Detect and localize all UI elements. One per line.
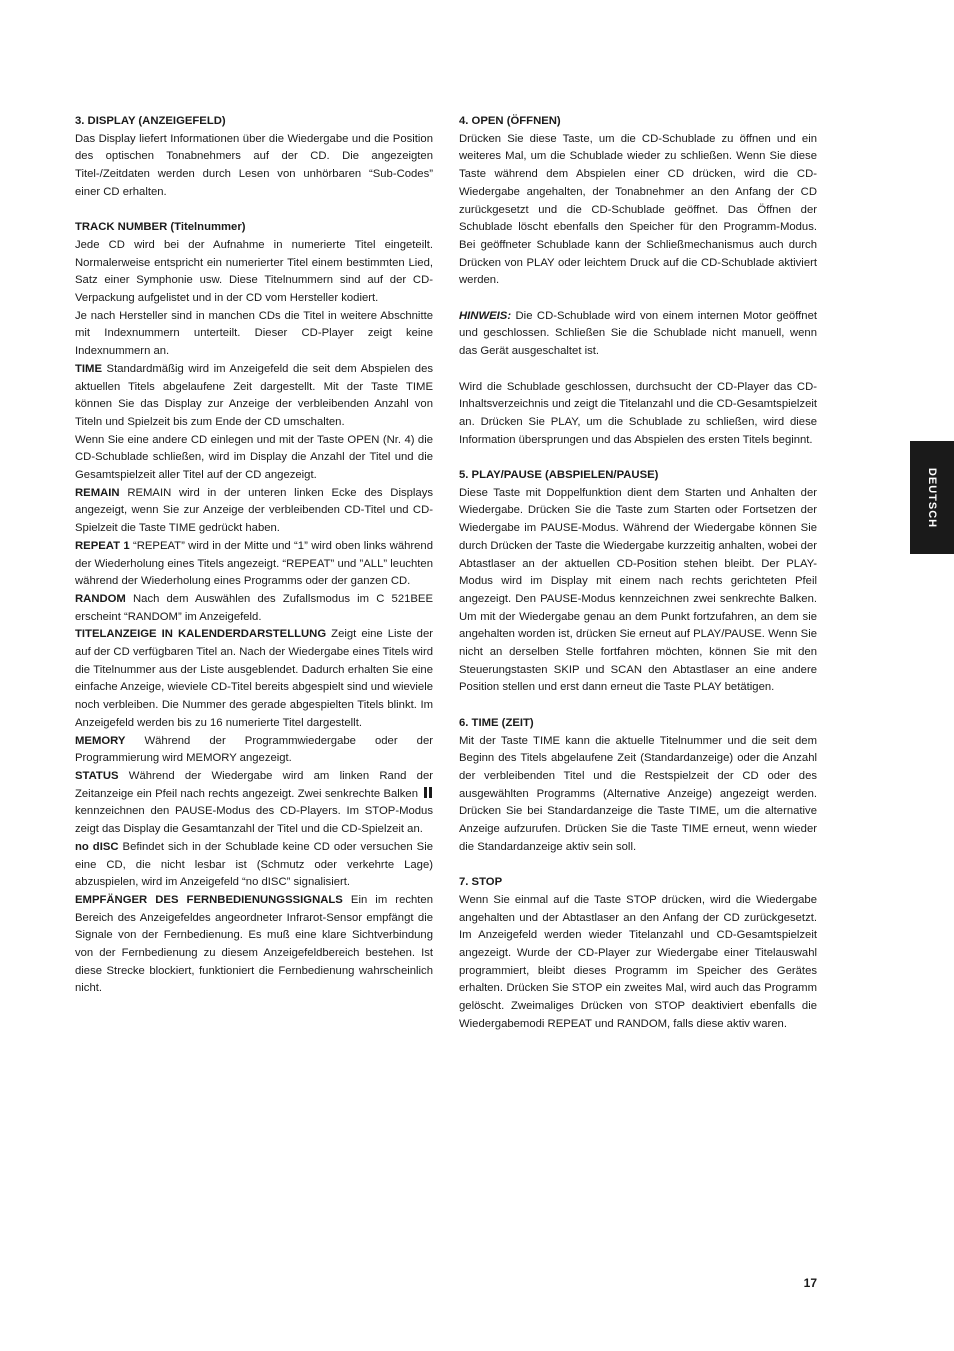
section-4-heading: 4. OPEN (ÖFFNEN) — [459, 115, 561, 127]
memory-paragraph — [75, 733, 433, 768]
nodisc-term: no dISC — [75, 840, 119, 853]
page-number: 17 — [803, 1276, 817, 1290]
section-7-heading: 7. STOP — [459, 876, 503, 889]
track-number-heading: TRACK NUMBER (Titelnummer) — [75, 221, 246, 234]
remain-text: REMAIN wird in der unteren linken Ecke des Displays angezeigt, wenn Sie zur Anzeige der verbleibenden CD-Titel und CD-Spielzeit die Taste TIME gedrückt haben. — [75, 486, 433, 535]
nodisc-text: Befindet sich in der Schublade keine CD oder versuchen Sie eine CD, die nicht lesbar ist (Schmutz oder verkehrte Lage) abzuspielen, wird im Anzeigefeld “no dISC” signalisiert. — [75, 840, 433, 889]
memory-text: Während der Programmwiedergabe oder der Programmierung wird MEMORY angezeigt. — [75, 734, 433, 765]
open-cd-paragraph: Wenn Sie eine andere CD einlegen und mit der Taste OPEN (Nr. 4) die CD-Schublade schließen, wird im Display die Anzahl der Titel und die Gesamtspielzeit aller Titel auf der CD angezeigt. — [75, 433, 433, 482]
hinweis-paragraph — [459, 308, 817, 361]
pause-icon — [424, 787, 433, 798]
titelanzeige-paragraph — [75, 626, 433, 732]
section-6-text: Mit der Taste TIME kann die aktuelle Titelnummer und die seit dem Beginn des Titels abgelaufene Zeit (Standardanzeige) oder die Anzahl der verbleibenden Titel und die Restspielzeit der CD oder des ausgewählten Programms (Alternative Anzeige) angezeigt werden. Drücken Sie bei Standardanzeige die Taste TIME, um die alternative Anzeige aufzurufen. Drücken Sie die Taste TIME erneut, wenn wieder die Standardanzeige aktiv sein soll. — [459, 734, 817, 853]
section-6-heading: 6. TIME (ZEIT) — [459, 716, 534, 729]
track-number-text-1: Jede CD wird bei der Aufnahme in numerierte Titel eingeteilt. Normalerweise entspricht ein numerierter Titel einem bestimmten Lied, Satz einer Symphonie usw. Diese Titelnummern sind auf der CD-Verpackung aufgelistet und in der CD vom Hersteller kodiert. — [75, 238, 433, 305]
repeat-term: REPEAT 1 — [75, 539, 130, 552]
language-tab-label: DEUTSCH — [926, 467, 938, 528]
time-text: Standardmäßig wird im Anzeigefeld die seit dem Abspielen des aktuellen Titels abgelaufene Zeit dargestellt. Mit der Taste TIME können Sie das Display zur Anzeige der verbleibenden Anzahl von Titeln und Spielzeit bis zum Ende der CD umschalten. — [75, 362, 433, 428]
remain-paragraph — [75, 485, 433, 538]
nodisc-paragraph — [75, 839, 433, 892]
memory-term: MEMORY — [75, 734, 126, 747]
status-text-a: Während der Wiedergabe wird am linken Rand der Zeitanzeige ein Pfeil nach rechts angezeigt. Zwei senkrechte Balken — [75, 770, 433, 800]
section-7-text: Wenn Sie einmal auf die Taste STOP drücken, wird die Wiedergabe angehalten und der Abtastlaser an den Anfang der CD zurückgesetzt. Im Anzeigefeld werden wieder Titelanzahl und CD-Gesamtspielzeit angezeigt. Wurde der CD-Player zur Wiedergabe einer Titelauswahl programmiert, bleibt dieses Programm im Speicher des Gerätes erhalten. Drücken Sie STOP ein zweites Mal, wird auch das Programm gelöscht. Zweimaliges Drücken von STOP deaktiviert ebenfalls die Wiedergabemodi REPEAT und RANDOM, falls diese aktiv waren. — [459, 893, 817, 1030]
repeat-paragraph — [75, 538, 433, 591]
time-term: TIME — [75, 362, 102, 375]
titelanzeige-text: Zeigt eine Liste der auf der CD verfügbaren Titel an. Nach der Wiedergabe eines Titels wird die Titelnummer aus der Liste ausgeblendet. Dadurch erhalten Sie eine einfache Anzeige, wieviele CD-Titel bereits abgespielt sind und wieviele noch verbleiben. Die Nummer des gerade abgespielten Titels blinkt. Im Anzeigefeld werden bis zu 16 numerierte Titel dargestellt. — [75, 628, 433, 729]
track-number-text-2: Je nach Hersteller sind in manchen CDs die Titel in weitere Abschnitte mit Indexnummern unterteilt. Dieser CD-Player zeigt keine Indexnummern an. — [75, 309, 433, 358]
repeat-text: “REPEAT” wird in der Mitte und “1” wird oben links während der Wiederholung eines Titels angezeigt. “REPEAT” und ”ALL” leuchten während der Wiederholung eines Programms oder der ganzen CD. — [75, 539, 433, 588]
section-4-text-2: Wird die Schublade geschlossen, durchsucht der CD-Player das CD-Inhaltsverzeichnis und zeigt die Titelanzahl und die CD-Gesamtspielzeit an. Drücken Sie PLAY, um die Schublade zu schließen, wird diese Information übersprungen und das Abspielen des ersten Titels beginnt. — [459, 380, 817, 446]
random-text: Nach dem Auswählen des Zufallsmodus im C 521BEE erscheint “RANDOM” im Anzeigefeld. — [75, 592, 433, 623]
status-text-b: kennzeichnen den PAUSE-Modus des CD-Players. Im STOP-Modus zeigt das Display die Gesamtanzahl der Titel und die CD-Spielzeit an. — [75, 805, 433, 836]
section-5-text: Diese Taste mit Doppelfunktion dient dem Starten und Anhalten der Wiedergabe. Drücken Sie die Taste zum Starten oder Fortsetzen der Wiedergabe im PAUSE-Modus. Während der Wiedergabe können Sie durch Drücken der Taste die Wiedergabe kurzzeitig anhalten, wobei der Abtastlaser an der aktuellen CD-Position stehen bleibt. Der PLAY-Modus wird im Display mit einem nach rechts gerichteten Pfeil angezeigt. Den PAUSE-Modus kennzeichnen zwei senkrechte Balken. Um mit der Wiedergabe genau an dem Punkt fortzufahren, an dem sie angehalten worden ist, drücken Sie erneut auf PLAY/PAUSE. Wenn Sie nicht an derselben Stelle fortfahren möchten, können Sie mit den Steuerungstasten SKIP und SCAN den Abtastlaser an eine andere Position stellen und erst dann erneut die Taste PLAY betätigen. — [459, 486, 817, 694]
status-paragraph — [75, 768, 433, 839]
language-tab — [910, 441, 954, 554]
titelanzeige-term: TITELANZEIGE IN KALENDERDARSTELLUNG — [75, 628, 327, 641]
empfaenger-paragraph — [75, 892, 433, 998]
section-3-heading: 3. DISPLAY (ANZEIGEFELD) — [75, 115, 226, 127]
section-4-text: Drücken Sie diese Taste, um die CD-Schublade zu öffnen und ein weiteres Mal, um die Schublade wieder zu schließen. Wenn Sie diese Taste während dem Abspielen einer CD drücken, wird die CD-Wiedergabe angehalten, der Tonabnehmer an den Anfang der CD zurückgesetzt und die CD-Schublade geöffnet. Das Öffnen der Schublade löscht ebenfalls den Speicher für den Programm-Modus. Bei geöffneter Schublade kann der Schließmechanismus auch durch Drücken von PLAY oder leichtem Druck auf die CD-Schublade aktiviert werden. — [459, 132, 817, 287]
status-term: STATUS — [75, 770, 119, 782]
empfaenger-text: Ein im rechten Bereich des Anzeigefeldes angeordneter Infrarot-Sensor empfängt die Signale von der Fernbedienung. Es muß eine klare Sichtverbindung von der Fernbedienung zu diesem Anzeigefeldbereich bestehen. Ist diese Strecke blockiert, funktioniert die Fernbedienung wahrscheinlich nicht. — [75, 893, 433, 995]
random-paragraph — [75, 591, 433, 626]
left-column — [75, 113, 433, 998]
empfaenger-term: EMPFÄNGER DES FERNBEDIENUNGSSIGNALS — [75, 893, 343, 906]
section-3-text: Das Display liefert Informationen über die Wiedergabe und die Position des optischen Tonabnehmers auf der CD. Die angezeigten Titel-/Zeitdaten werden durch Lesen von unhörbaren “Sub-Codes” einer CD erhalten. — [75, 132, 433, 198]
section-5-heading: 5. PLAY/PAUSE (ABSPIELEN/PAUSE) — [459, 469, 659, 482]
hinweis-text: Die CD-Schublade wird von einem internen Motor geöffnet und geschlossen. Schließen Sie die Schublade nicht manuell, wenn das Gerät ausgeschaltet ist. — [459, 309, 817, 358]
right-column — [459, 113, 817, 1033]
hinweis-term: HINWEIS: — [459, 309, 512, 322]
time-paragraph — [75, 361, 433, 432]
remain-term: REMAIN — [75, 486, 120, 499]
random-term: RANDOM — [75, 592, 126, 605]
